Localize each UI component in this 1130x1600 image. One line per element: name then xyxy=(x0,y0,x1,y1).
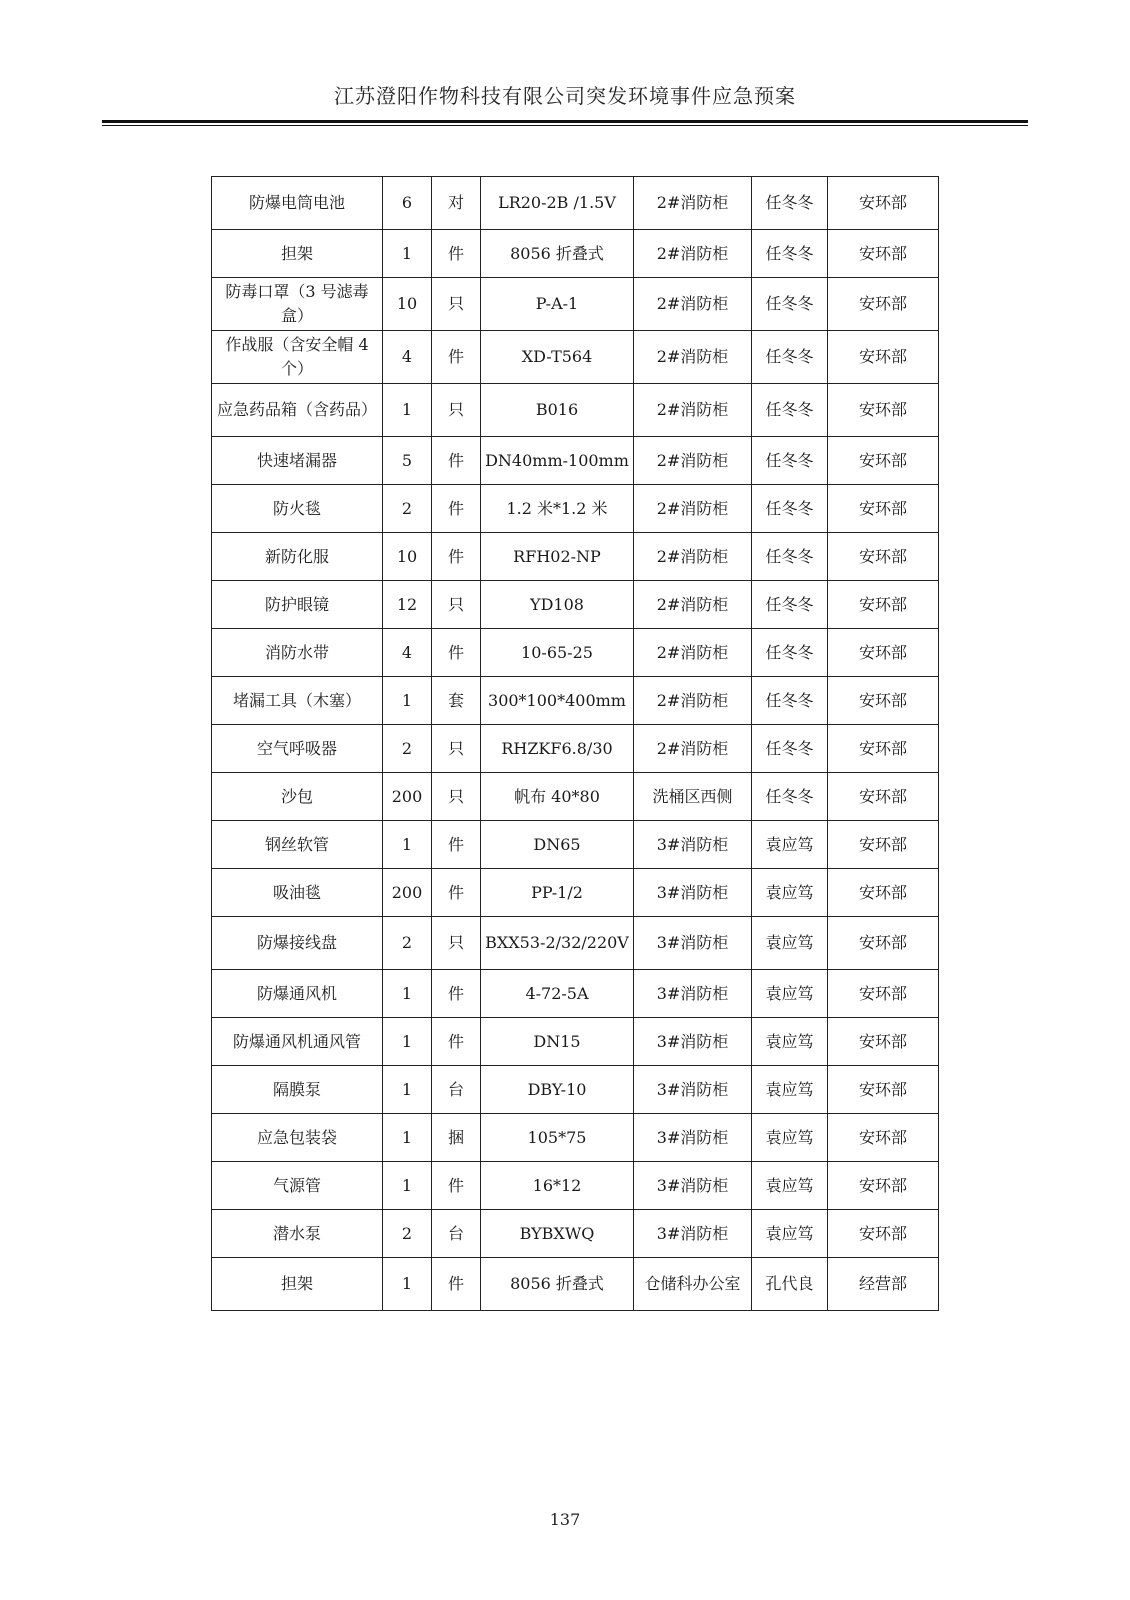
responsible-person-cell: 任冬冬 xyxy=(752,725,828,773)
department-cell: 安环部 xyxy=(828,970,939,1018)
location-cell: 2#消防柜 xyxy=(634,177,752,230)
item-name-cell: 防爆通风机 xyxy=(212,970,383,1018)
department-cell: 安环部 xyxy=(828,725,939,773)
table-row xyxy=(212,629,939,677)
table-row xyxy=(212,773,939,821)
unit-cell: 件 xyxy=(432,230,481,278)
unit-cell: 件 xyxy=(432,869,481,917)
item-name-cell: 空气呼吸器 xyxy=(212,725,383,773)
unit-cell: 只 xyxy=(432,917,481,970)
item-name-cell: 隔膜泵 xyxy=(212,1066,383,1114)
location-cell: 2#消防柜 xyxy=(634,677,752,725)
model-cell: 帆布 40*80 xyxy=(481,773,634,821)
quantity-cell: 1 xyxy=(383,230,432,278)
responsible-person-cell: 袁应笃 xyxy=(752,970,828,1018)
unit-cell: 套 xyxy=(432,677,481,725)
responsible-person-cell: 任冬冬 xyxy=(752,278,828,331)
responsible-person-cell: 袁应笃 xyxy=(752,1114,828,1162)
responsible-person-cell: 任冬冬 xyxy=(752,581,828,629)
unit-cell: 只 xyxy=(432,278,481,331)
location-cell: 3#消防柜 xyxy=(634,869,752,917)
responsible-person-cell: 任冬冬 xyxy=(752,773,828,821)
item-name-cell: 防火毯 xyxy=(212,485,383,533)
item-name-cell: 担架 xyxy=(212,1258,383,1311)
unit-cell: 件 xyxy=(432,970,481,1018)
item-name-cell: 沙包 xyxy=(212,773,383,821)
responsible-person-cell: 袁应笃 xyxy=(752,869,828,917)
model-cell: DN65 xyxy=(481,821,634,869)
table-row xyxy=(212,1066,939,1114)
quantity-cell: 1 xyxy=(383,970,432,1018)
department-cell: 安环部 xyxy=(828,773,939,821)
item-name-cell: 防爆通风机通风管 xyxy=(212,1018,383,1066)
responsible-person-cell: 袁应笃 xyxy=(752,1210,828,1258)
table-row xyxy=(212,1258,939,1311)
location-cell: 2#消防柜 xyxy=(634,278,752,331)
responsible-person-cell: 任冬冬 xyxy=(752,677,828,725)
model-cell: 105*75 xyxy=(481,1114,634,1162)
location-cell: 2#消防柜 xyxy=(634,384,752,437)
table-row xyxy=(212,1162,939,1210)
department-cell: 经营部 xyxy=(828,1258,939,1311)
department-cell: 安环部 xyxy=(828,821,939,869)
location-cell: 3#消防柜 xyxy=(634,1018,752,1066)
department-cell: 安环部 xyxy=(828,1114,939,1162)
table-row xyxy=(212,384,939,437)
item-name-cell: 防爆接线盘 xyxy=(212,917,383,970)
model-cell: RFH02-NP xyxy=(481,533,634,581)
unit-cell: 捆 xyxy=(432,1114,481,1162)
quantity-cell: 2 xyxy=(383,1210,432,1258)
responsible-person-cell: 袁应笃 xyxy=(752,917,828,970)
quantity-cell: 4 xyxy=(383,629,432,677)
quantity-cell: 2 xyxy=(383,725,432,773)
unit-cell: 件 xyxy=(432,485,481,533)
emergency-equipment-table xyxy=(211,176,939,1311)
table-row xyxy=(212,177,939,230)
location-cell: 2#消防柜 xyxy=(634,331,752,384)
table-row xyxy=(212,331,939,384)
department-cell: 安环部 xyxy=(828,230,939,278)
model-cell: 8056 折叠式 xyxy=(481,230,634,278)
table-row xyxy=(212,970,939,1018)
location-cell: 2#消防柜 xyxy=(634,629,752,677)
model-cell: 8056 折叠式 xyxy=(481,1258,634,1311)
model-cell: 1.2 米*1.2 米 xyxy=(481,485,634,533)
model-cell: DBY-10 xyxy=(481,1066,634,1114)
location-cell: 3#消防柜 xyxy=(634,1114,752,1162)
item-name-cell: 消防水带 xyxy=(212,629,383,677)
table-row xyxy=(212,677,939,725)
responsible-person-cell: 任冬冬 xyxy=(752,331,828,384)
item-name-cell: 吸油毯 xyxy=(212,869,383,917)
department-cell: 安环部 xyxy=(828,437,939,485)
model-cell: P-A-1 xyxy=(481,278,634,331)
table-row xyxy=(212,1018,939,1066)
item-name-cell: 气源管 xyxy=(212,1162,383,1210)
unit-cell: 件 xyxy=(432,629,481,677)
unit-cell: 台 xyxy=(432,1210,481,1258)
model-cell: XD-T564 xyxy=(481,331,634,384)
unit-cell: 件 xyxy=(432,821,481,869)
department-cell: 安环部 xyxy=(828,1018,939,1066)
department-cell: 安环部 xyxy=(828,485,939,533)
quantity-cell: 2 xyxy=(383,485,432,533)
unit-cell: 件 xyxy=(432,1258,481,1311)
model-cell: YD108 xyxy=(481,581,634,629)
item-name-cell: 担架 xyxy=(212,230,383,278)
model-cell: PP-1/2 xyxy=(481,869,634,917)
model-cell: BXX53-2/32/220V xyxy=(481,917,634,970)
model-cell: LR20-2B /1.5V xyxy=(481,177,634,230)
location-cell: 2#消防柜 xyxy=(634,533,752,581)
table-row xyxy=(212,533,939,581)
department-cell: 安环部 xyxy=(828,581,939,629)
item-name-cell: 防爆电筒电池 xyxy=(212,177,383,230)
department-cell: 安环部 xyxy=(828,533,939,581)
unit-cell: 只 xyxy=(432,773,481,821)
quantity-cell: 10 xyxy=(383,533,432,581)
table-row xyxy=(212,917,939,970)
unit-cell: 件 xyxy=(432,1162,481,1210)
table-row xyxy=(212,725,939,773)
responsible-person-cell: 袁应笃 xyxy=(752,1066,828,1114)
quantity-cell: 2 xyxy=(383,917,432,970)
department-cell: 安环部 xyxy=(828,1210,939,1258)
location-cell: 2#消防柜 xyxy=(634,230,752,278)
unit-cell: 件 xyxy=(432,331,481,384)
responsible-person-cell: 任冬冬 xyxy=(752,629,828,677)
item-name-cell: 作战服（含安全帽 4 个） xyxy=(212,331,383,384)
table-row xyxy=(212,581,939,629)
page-number: 137 xyxy=(549,1510,581,1529)
unit-cell: 对 xyxy=(432,177,481,230)
model-cell: 300*100*400mm xyxy=(481,677,634,725)
item-name-cell: 防毒口罩（3 号滤毒盒） xyxy=(212,278,383,331)
table-row xyxy=(212,1210,939,1258)
header-rule-thin xyxy=(102,125,1028,126)
location-cell: 洗桶区西侧 xyxy=(634,773,752,821)
quantity-cell: 1 xyxy=(383,677,432,725)
unit-cell: 只 xyxy=(432,581,481,629)
location-cell: 3#消防柜 xyxy=(634,1210,752,1258)
table-row xyxy=(212,278,939,331)
responsible-person-cell: 袁应笃 xyxy=(752,1018,828,1066)
quantity-cell: 1 xyxy=(383,1066,432,1114)
quantity-cell: 5 xyxy=(383,437,432,485)
quantity-cell: 10 xyxy=(383,278,432,331)
model-cell: 16*12 xyxy=(481,1162,634,1210)
quantity-cell: 6 xyxy=(383,177,432,230)
unit-cell: 台 xyxy=(432,1066,481,1114)
responsible-person-cell: 任冬冬 xyxy=(752,485,828,533)
unit-cell: 只 xyxy=(432,725,481,773)
model-cell: 4-72-5A xyxy=(481,970,634,1018)
unit-cell: 只 xyxy=(432,384,481,437)
quantity-cell: 1 xyxy=(383,1258,432,1311)
model-cell: B016 xyxy=(481,384,634,437)
table-row xyxy=(212,437,939,485)
responsible-person-cell: 任冬冬 xyxy=(752,177,828,230)
item-name-cell: 快速堵漏器 xyxy=(212,437,383,485)
header-rule xyxy=(102,120,1028,123)
location-cell: 3#消防柜 xyxy=(634,970,752,1018)
department-cell: 安环部 xyxy=(828,677,939,725)
item-name-cell: 防护眼镜 xyxy=(212,581,383,629)
quantity-cell: 4 xyxy=(383,331,432,384)
model-cell: BYBXWQ xyxy=(481,1210,634,1258)
item-name-cell: 钢丝软管 xyxy=(212,821,383,869)
quantity-cell: 1 xyxy=(383,1162,432,1210)
table-row xyxy=(212,1114,939,1162)
location-cell: 3#消防柜 xyxy=(634,917,752,970)
responsible-person-cell: 任冬冬 xyxy=(752,533,828,581)
quantity-cell: 1 xyxy=(383,821,432,869)
item-name-cell: 应急包装袋 xyxy=(212,1114,383,1162)
location-cell: 3#消防柜 xyxy=(634,1162,752,1210)
responsible-person-cell: 任冬冬 xyxy=(752,230,828,278)
location-cell: 2#消防柜 xyxy=(634,437,752,485)
responsible-person-cell: 任冬冬 xyxy=(752,437,828,485)
table-row xyxy=(212,485,939,533)
model-cell: DN15 xyxy=(481,1018,634,1066)
responsible-person-cell: 袁应笃 xyxy=(752,821,828,869)
table-row xyxy=(212,869,939,917)
item-name-cell: 新防化服 xyxy=(212,533,383,581)
department-cell: 安环部 xyxy=(828,1162,939,1210)
department-cell: 安环部 xyxy=(828,177,939,230)
department-cell: 安环部 xyxy=(828,331,939,384)
table-row xyxy=(212,230,939,278)
page-header-title: 江苏澄阳作物科技有限公司突发环境事件应急预案 xyxy=(334,84,796,108)
quantity-cell: 1 xyxy=(383,1114,432,1162)
unit-cell: 件 xyxy=(432,437,481,485)
quantity-cell: 1 xyxy=(383,1018,432,1066)
unit-cell: 件 xyxy=(432,1018,481,1066)
model-cell: 10-65-25 xyxy=(481,629,634,677)
department-cell: 安环部 xyxy=(828,629,939,677)
responsible-person-cell: 孔代良 xyxy=(752,1258,828,1311)
responsible-person-cell: 任冬冬 xyxy=(752,384,828,437)
quantity-cell: 200 xyxy=(383,869,432,917)
responsible-person-cell: 袁应笃 xyxy=(752,1162,828,1210)
item-name-cell: 应急药品箱（含药品） xyxy=(212,384,383,437)
department-cell: 安环部 xyxy=(828,869,939,917)
location-cell: 仓储科办公室 xyxy=(634,1258,752,1311)
quantity-cell: 1 xyxy=(383,384,432,437)
department-cell: 安环部 xyxy=(828,917,939,970)
location-cell: 3#消防柜 xyxy=(634,1066,752,1114)
model-cell: RHZKF6.8/30 xyxy=(481,725,634,773)
location-cell: 2#消防柜 xyxy=(634,725,752,773)
location-cell: 2#消防柜 xyxy=(634,581,752,629)
location-cell: 2#消防柜 xyxy=(634,485,752,533)
model-cell: DN40mm-100mm xyxy=(481,437,634,485)
department-cell: 安环部 xyxy=(828,384,939,437)
item-name-cell: 潜水泵 xyxy=(212,1210,383,1258)
quantity-cell: 200 xyxy=(383,773,432,821)
department-cell: 安环部 xyxy=(828,278,939,331)
item-name-cell: 堵漏工具（木塞） xyxy=(212,677,383,725)
unit-cell: 件 xyxy=(432,533,481,581)
department-cell: 安环部 xyxy=(828,1066,939,1114)
table-row xyxy=(212,821,939,869)
quantity-cell: 12 xyxy=(383,581,432,629)
location-cell: 3#消防柜 xyxy=(634,821,752,869)
